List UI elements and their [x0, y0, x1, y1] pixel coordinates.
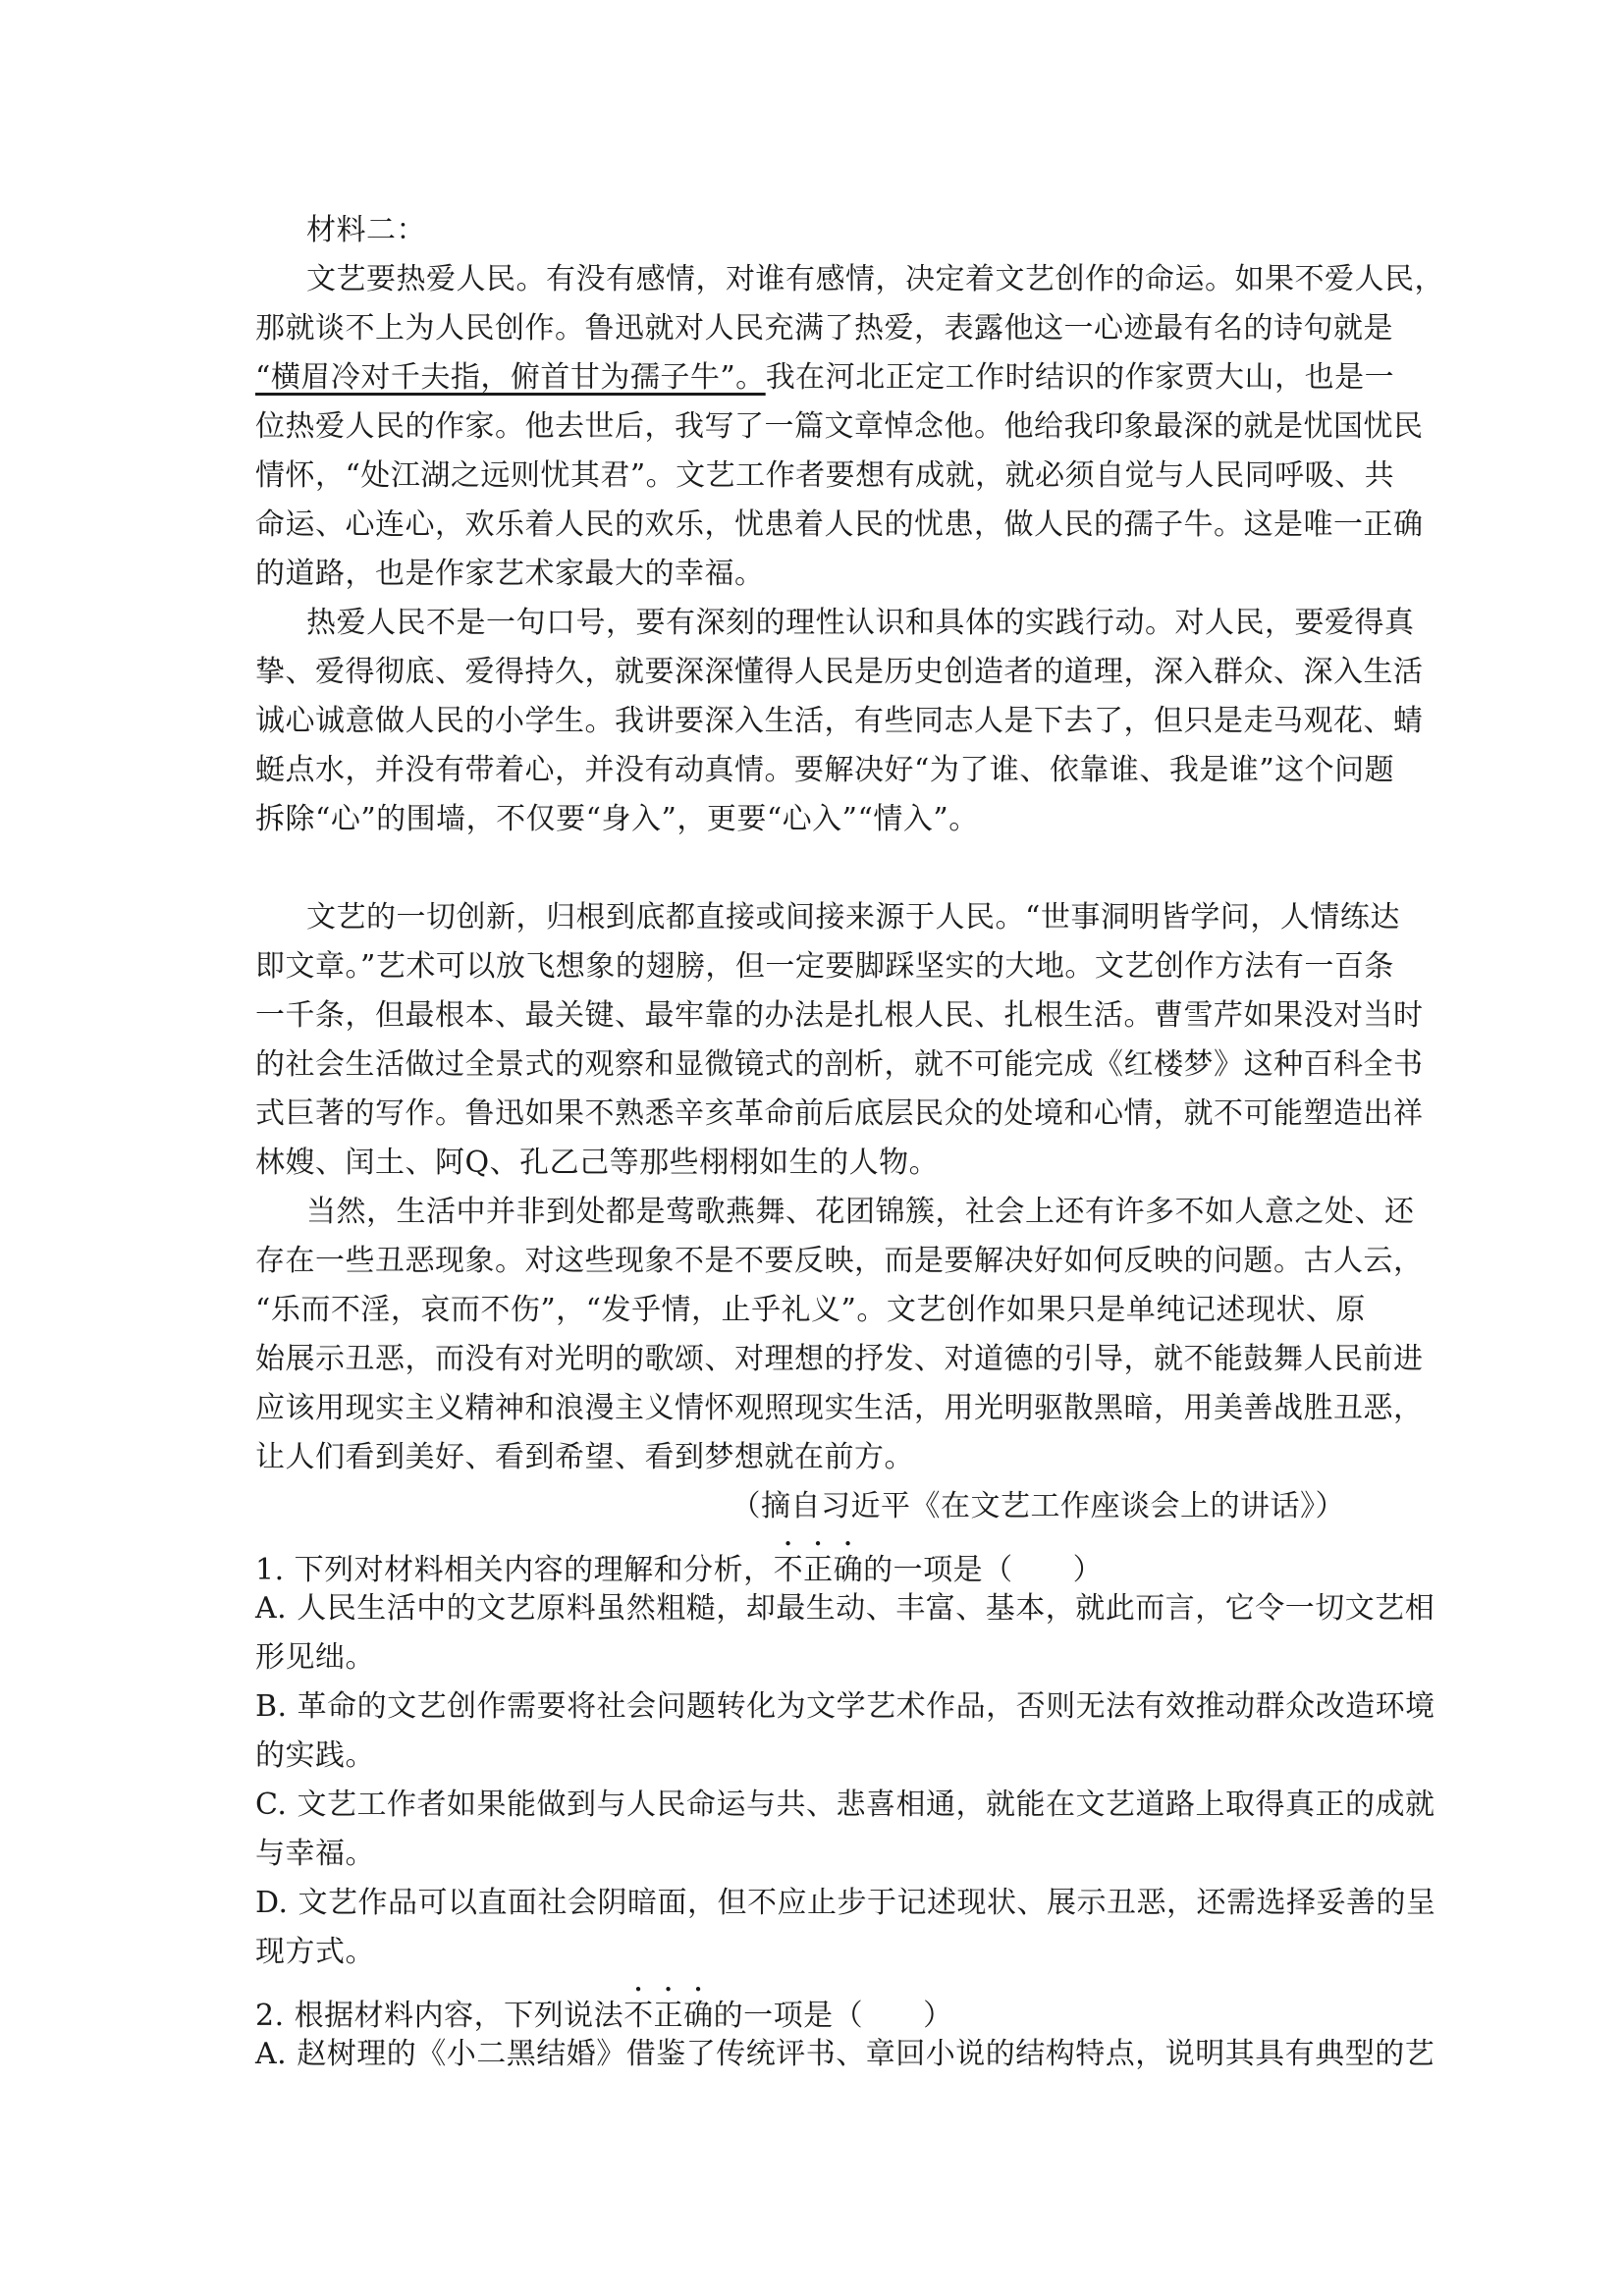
option-d: D. 文艺作品可以直面社会阴暗面，但不应止步于记述现状、展示丑恶，还需选择妥善的呈 — [255, 1886, 1436, 1920]
paragraph-4 — [255, 1188, 1424, 1482]
paragraph-1 — [255, 255, 1444, 599]
option-a: A. 人民生活中的文艺原料虽然粗糙，却最生动、丰富、基本，就此而言，它令一切文艺相 — [255, 1591, 1435, 1626]
option-b: B. 革命的文艺创作需要将社会问题转化为文学艺术作品，否则无法有效推动群众改造环境 — [255, 1689, 1435, 1724]
underlined-quote: “横眉冷对千夫指，俯首甘为孺子牛”。 — [255, 360, 766, 395]
text-line: 应该用现实主义精神和浪漫主义情怀观照现实生活，用光明驱散黑暗，用美善战胜丑恶， — [255, 1391, 1424, 1425]
stem-text: 的一项是（ ） — [863, 1553, 1104, 1587]
stem-text: 1. 下列对材料相关内容的理解和分析， — [255, 1553, 774, 1587]
text-line: 存在一些丑恶现象。对这些现象不是不要反映，而是要解决好如何反映的问题。古人云， — [255, 1244, 1424, 1278]
text-line: 林嫂、闰土、阿Q、孔乙己等那些栩栩如生的人物。 — [255, 1146, 940, 1180]
question-2 — [255, 1981, 1435, 2079]
emphasis-text: 不正确 — [623, 1999, 714, 2033]
text-line: 文艺的一切创新，归根到底都直接或间接来源于人民。“世事洞明皆学问，人情练达 — [306, 900, 1400, 934]
text-line: 蜓点水，并没有带着心，并没有动真情。要解决好“为了谁、依靠谁、我是谁”这个问题 — [255, 753, 1395, 787]
text-line: 位热爱人民的作家。他去世后，我写了一篇文章悼念他。他给我印象最深的就是忧国忧民 — [255, 409, 1424, 444]
option-a: A. 赵树理的《小二黑结婚》借鉴了传统评书、章回小说的结构特点，说明其具有典型的艺 — [255, 2037, 1435, 2071]
option-c-cont: 与幸福。 — [255, 1837, 375, 1871]
text-line: 命运、心连心，欢乐着人民的欢乐，忧患着人民的忧患，做人民的孺子牛。这是唯一正确 — [255, 507, 1424, 542]
text-line — [255, 844, 1384, 893]
text-line: 挚、爱得彻底、爱得持久，就要深深懂得人民是历史创造者的道理，深入群众、深入生活 — [255, 655, 1424, 689]
text-line: 一千条，但最根本、最关键、最牢靠的办法是扎根人民、扎根生活。曹雪芹如果没对当时 — [255, 998, 1424, 1033]
text-line: 的社会生活做过全景式的观察和显微镜式的剖析，就不可能完成《红楼梦》这种百科全书 — [255, 1047, 1424, 1082]
question-stem — [255, 1981, 1384, 2033]
question-1 — [255, 1535, 1436, 1977]
paragraph-3 — [255, 893, 1424, 1188]
text-line: 文艺要热爱人民。有没有感情，对谁有感情，决定着文艺创作的命运。如果不爱人民， — [306, 262, 1444, 296]
text-line: 让人们看到美好、看到希望、看到梦想就在前方。 — [255, 1440, 914, 1474]
text-line: 情怀，“处江湖之远则忧其君”。文艺工作者要想有成就，就必须自觉与人民同呼吸、共 — [255, 458, 1395, 493]
option-d-cont: 现方式。 — [255, 1935, 375, 1969]
text-line — [255, 353, 1395, 402]
option-b-cont: 的实践。 — [255, 1738, 375, 1773]
text-line: 诚心诚意做人民的小学生。我讲要深入生活，有些同志人是下去了，但只是走马观花、蜻 — [255, 704, 1424, 738]
option-a-cont: 形见绌。 — [255, 1640, 375, 1675]
emphasis-text: 不正确 — [773, 1553, 864, 1587]
text-line: 热爱人民不是一句口号，要有深刻的理性认识和具体的实践行动。对人民，要爱得真 — [306, 606, 1415, 640]
text-line: 的道路，也是作家艺术家最大的幸福。 — [255, 557, 765, 591]
text-line: 当然，生活中并非到处都是莺歌燕舞、花团锦簇，社会上还有许多不如人意之处、还 — [306, 1195, 1415, 1229]
option-c: C. 文艺工作者如果能做到与人民命运与共、悲喜相通，就能在文艺道路上取得真正的成就 — [255, 1788, 1435, 1822]
text-line: “乐而不淫，哀而不伤”，“发乎情，止乎礼义”。文艺创作如果只是单纯记述现状、原 — [255, 1293, 1366, 1327]
document-page — [255, 206, 1444, 2079]
paragraph-2 — [255, 599, 1424, 893]
text-line: 式巨著的写作。鲁迅如果不熟悉辛亥革命前后底层民众的处境和心情，就不可能塑造出祥 — [255, 1096, 1424, 1131]
text-line: 拆除“心”的围墙，不仅要“身入”，更要“心入”“情入”。 — [255, 802, 979, 836]
text-run: 我在河北正定工作时结识的作家贾大山，也是一 — [765, 360, 1395, 395]
material-title: 材料二： — [306, 213, 426, 247]
text-line: 始展示丑恶，而没有对光明的歌颂、对理想的抒发、对道德的引导，就不能鼓舞人民前进 — [255, 1342, 1424, 1376]
text-line: 那就谈不上为人民创作。鲁迅就对人民充满了热爱，表露他这一心迹最有名的诗句就是 — [255, 311, 1393, 346]
text-line: 即文章。”艺术可以放飞想象的翅膀，但一定要脚踩坚实的大地。文艺创作方法有一百条 — [255, 949, 1394, 984]
stem-text: 2. 根据材料内容，下列说法 — [255, 1999, 624, 2033]
question-stem — [255, 1535, 1384, 1587]
attribution: （摘自习近平《在文艺工作座谈会上的讲话》） — [731, 1489, 1345, 1523]
stem-text: 的一项是（ ） — [713, 1999, 953, 2033]
